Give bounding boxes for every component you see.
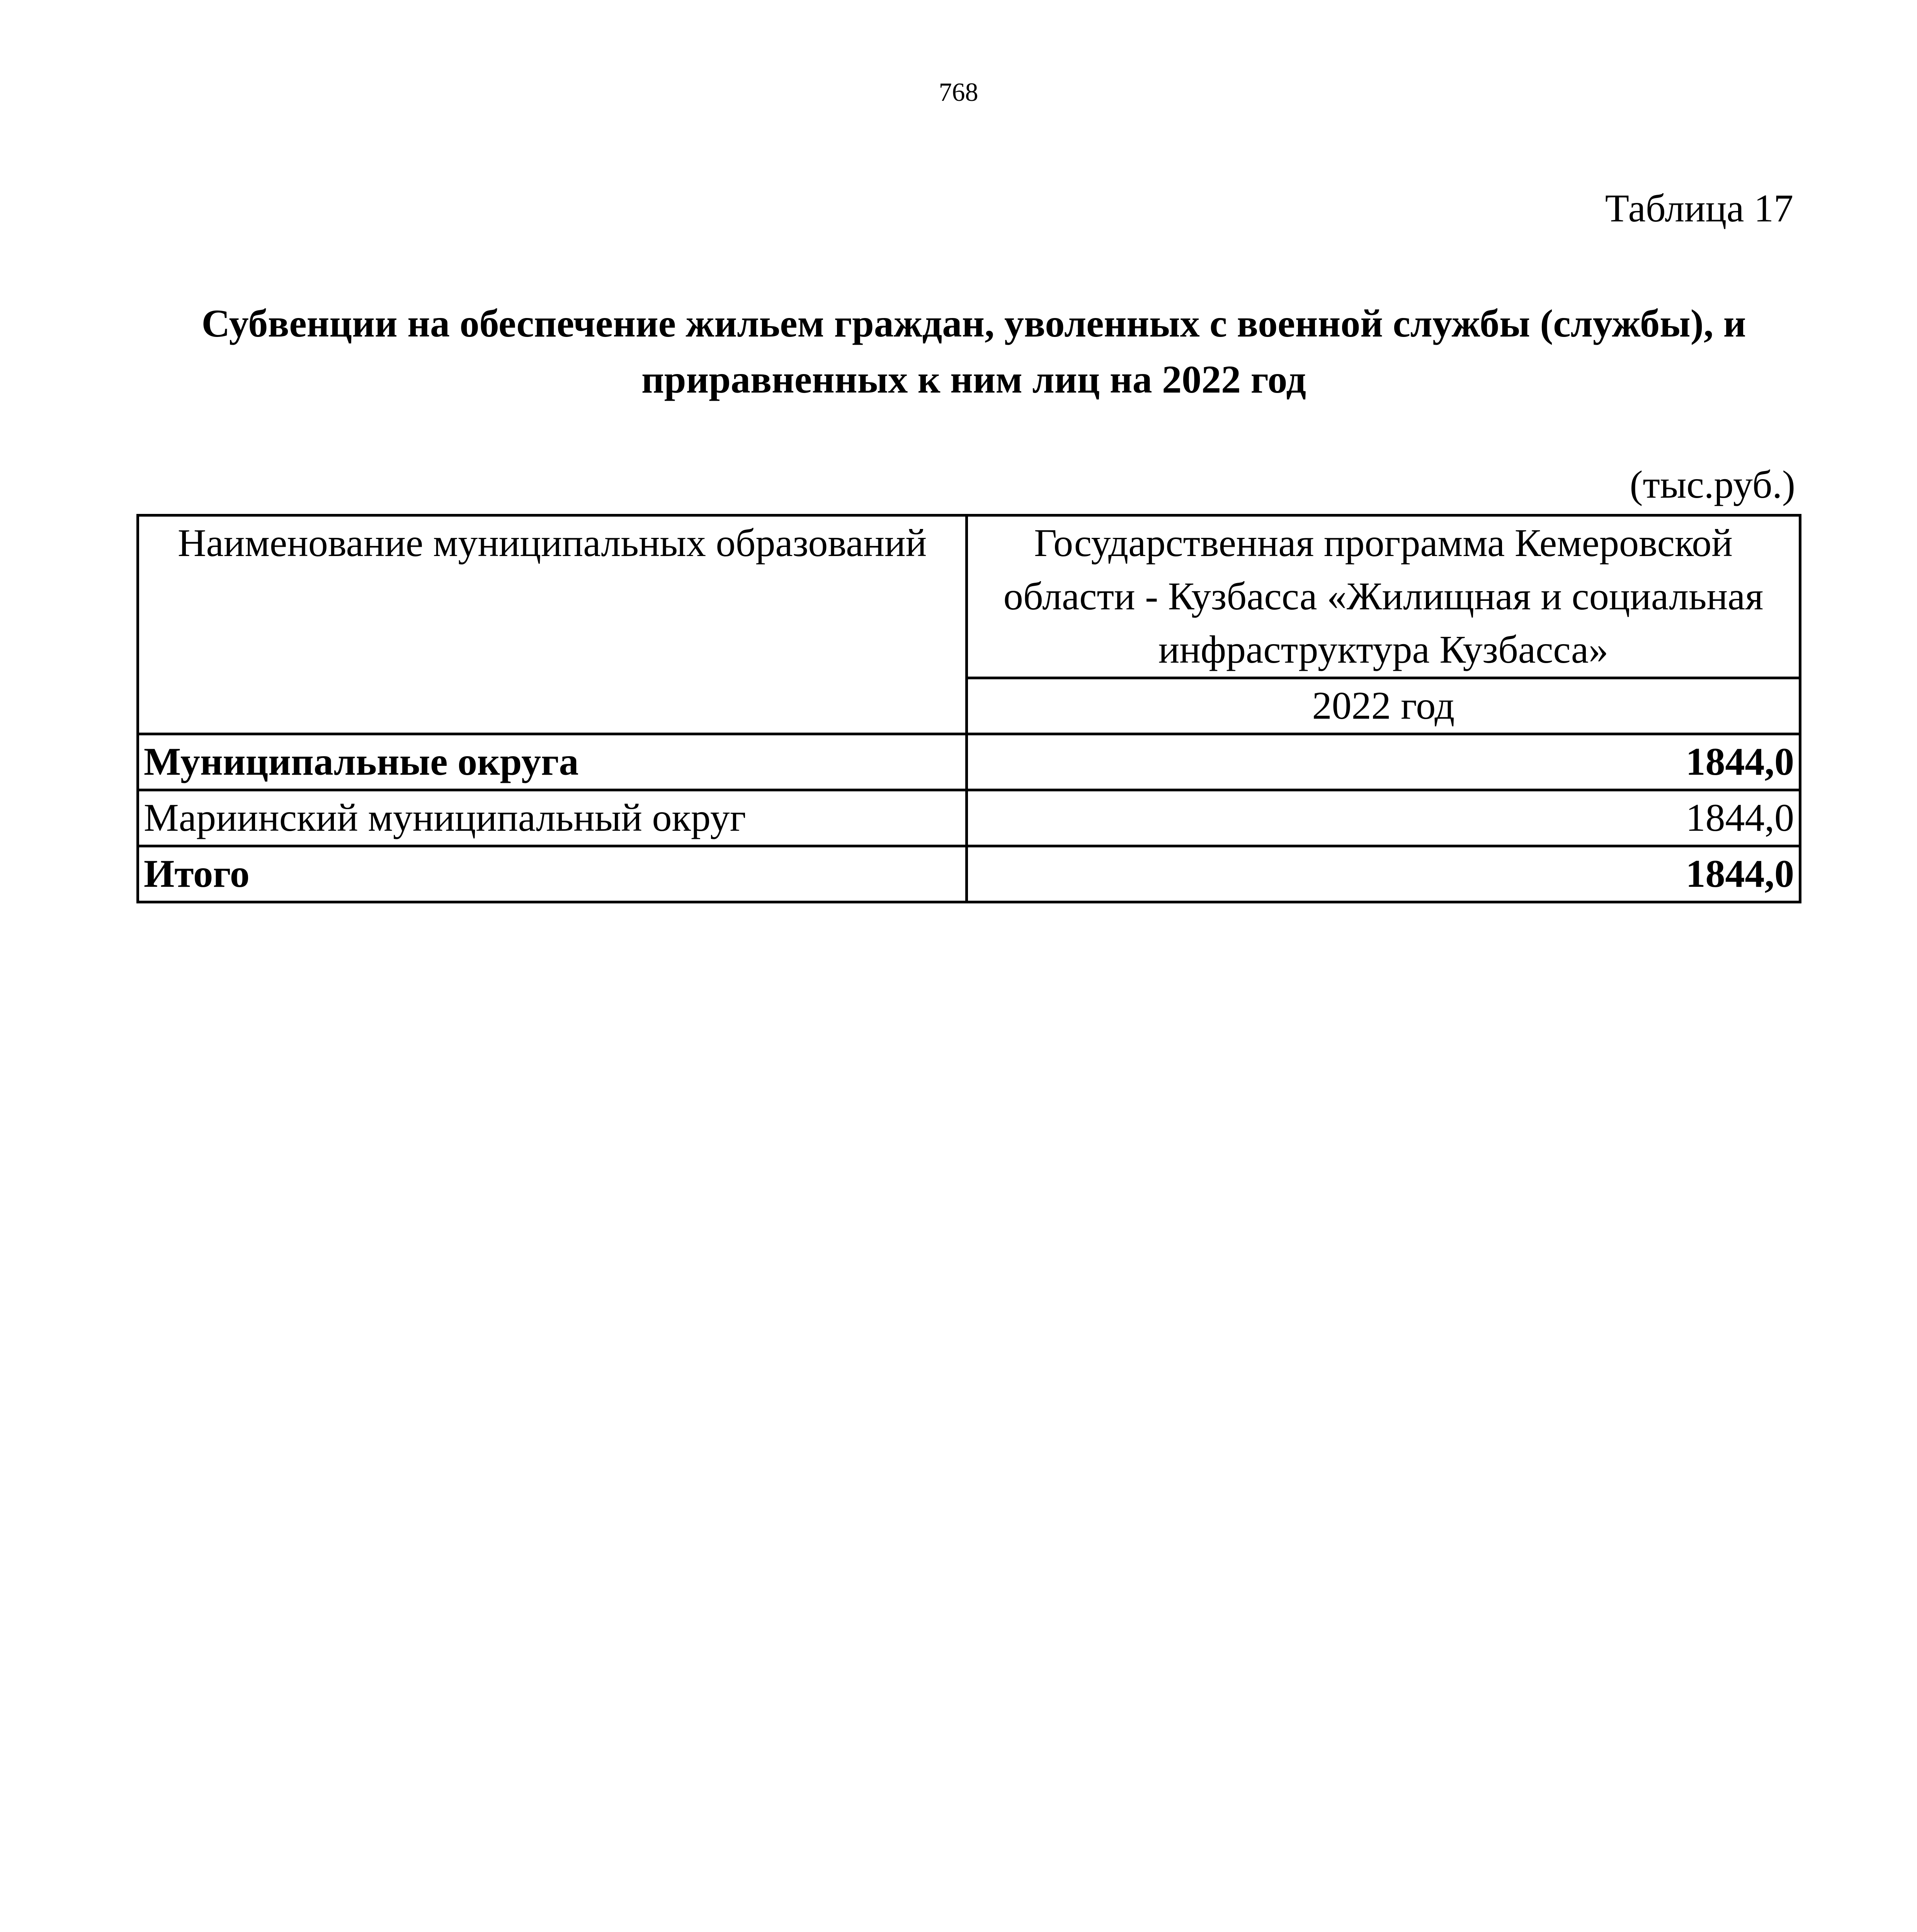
- header-municipality-name: Наименование муниципальных образований: [138, 515, 967, 734]
- table-header-row: [138, 515, 1800, 678]
- row-name: Муниципальные округа: [138, 734, 967, 790]
- table-row: [138, 790, 1800, 846]
- document-title-line-2: приравненных к ним лиц на 2022 год: [641, 358, 1306, 401]
- subvention-table: [136, 514, 1801, 903]
- table-row-total: [138, 846, 1800, 902]
- page-number: 768: [939, 77, 978, 107]
- table-row: [138, 734, 1800, 790]
- document-title-line-1: Субвенции на обеспечение жильем граждан, уволенных с военной службы (службы), и: [201, 302, 1746, 345]
- document-title: [151, 296, 1797, 408]
- row-name: Мариинский муниципальный округ: [138, 790, 967, 846]
- header-state-program: Государственная программа Кемеровской области - Кузбасса «Жилищная и социальная инфраструктура Кузбасса»: [967, 515, 1800, 678]
- table-label: Таблица 17: [1605, 187, 1793, 230]
- units-label: (тыс.руб.): [1630, 463, 1795, 507]
- total-label: Итого: [138, 846, 967, 902]
- header-year: 2022 год: [967, 678, 1800, 734]
- row-value: 1844,0: [967, 734, 1800, 790]
- total-value: 1844,0: [967, 846, 1800, 902]
- row-value: 1844,0: [967, 790, 1800, 846]
